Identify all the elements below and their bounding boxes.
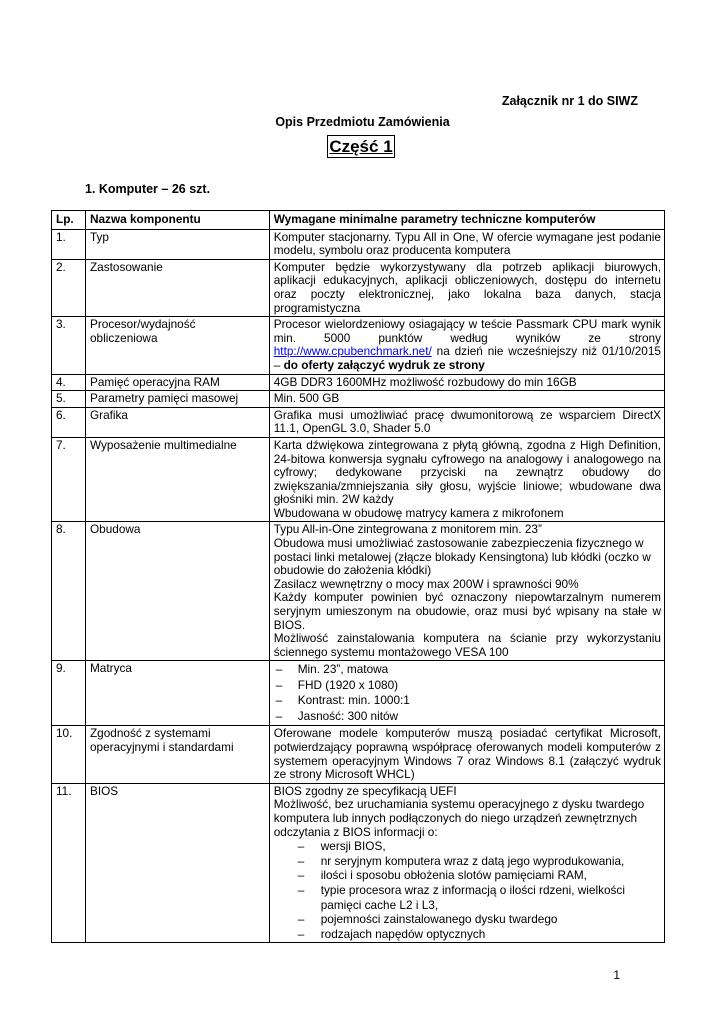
row-requirements: Min. 500 GB: [269, 391, 664, 408]
case-line: Możliwość zainstalowania komputera na ścianie przy wykorzystaniu ściennego systemu montażowego VESA 100: [273, 631, 661, 659]
table-row: [52, 391, 665, 408]
case-line: Obudowa musi umożliwiać zastosowanie zabezpieczenia fizycznego w postaci linki metalowej (złącze blokady Kensingtona) lub kłódki (oczko w obudowie do założenia kłódki): [273, 536, 651, 578]
row-component: BIOS: [85, 783, 269, 943]
row-lp: 9.: [52, 661, 86, 726]
table-row: [52, 783, 665, 943]
cpu-requirement-date: na dzień nie wcześniejszy niż 01/10/2015 –: [273, 344, 661, 372]
row-component: Pamięć operacyjna RAM: [85, 374, 269, 391]
row-requirements: Komputer stacjonarny. Typu All in One, W ofercie wymagane jest podanie modelu, symbolu oraz producenta komputera: [269, 229, 664, 259]
list-item: – FHD (1920 x 1080): [274, 678, 661, 694]
row-lp: 5.: [52, 391, 86, 408]
row-requirements: Komputer będzie wykorzystywany dla potrzeb aplikacji biurowych, aplikacji edukacyjnych, aplikacji obliczeniowych, dostępu do internetu oraz poczty elektronicznej, jako lokalna baza danych, stacja programistyczna: [269, 259, 664, 316]
bios-info-line: Możliwość, bez uruchamiania systemu operacyjnego z dysku twardego komputera lub innych podłączonych do niego urządzeń zewnętrznych odczytania z BIOS informacji o:: [273, 797, 645, 839]
page-number: 1: [613, 968, 620, 982]
row-component: Matryca: [85, 661, 269, 726]
row-lp: 3.: [52, 317, 86, 374]
list-item: – Kontrast: min. 1000:1: [274, 693, 661, 709]
part-title: Część 1: [327, 135, 395, 158]
table-row: [52, 726, 665, 783]
table-row: [52, 522, 665, 661]
list-item: – Jasność: 300 nitów: [274, 709, 661, 725]
row-component: Obudowa: [85, 522, 269, 661]
bios-info-list: [274, 839, 661, 941]
table-row: [52, 661, 665, 726]
row-lp: 11.: [52, 783, 86, 943]
spec-table: [51, 210, 665, 943]
row-requirements: 4GB DDR3 1600MHz możliwość rozbudowy do min 16GB: [269, 374, 664, 391]
table-row: [52, 407, 665, 437]
row-lp: 10.: [52, 726, 86, 783]
header-requirements: Wymagane minimalne parametry techniczne komputerów: [269, 211, 664, 230]
display-spec-list: [274, 662, 661, 724]
row-component: Typ: [85, 229, 269, 259]
table-row: [52, 374, 665, 391]
header-component: Nazwa komponentu: [85, 211, 269, 230]
camera-requirement: Wbudowana w obudowę matrycy kamera z mikrofonem: [273, 505, 564, 520]
row-component: Grafika: [85, 407, 269, 437]
row-requirements: [269, 317, 664, 374]
header-lp: Lp.: [52, 211, 86, 230]
row-requirements: [269, 783, 664, 943]
case-line: Każdy komputer powinien być oznaczony niepowtarzalnym numerem seryjnym umieszonym na obudowie, oraz musi być wpisany na stałe w BIOS.: [273, 590, 661, 632]
table-row: [52, 229, 665, 259]
row-component: Parametry pamięci masowej: [85, 391, 269, 408]
row-lp: 6.: [52, 407, 86, 437]
case-line: Typu All-in-One zintegrowana z monitorem min. 23”: [273, 522, 542, 537]
row-component: Procesor/wydajność obliczeniowa: [85, 317, 269, 374]
row-lp: 1.: [52, 229, 86, 259]
annex-label: Załącznik nr 1 do SIWZ: [501, 94, 638, 108]
table-row: [52, 437, 665, 522]
row-requirements: [269, 522, 664, 661]
list-item: – Min. 23”, matowa: [274, 662, 661, 678]
row-lp: 8.: [52, 522, 86, 661]
table-header-row: [52, 211, 665, 230]
cpu-requirement-note: do oferty załączyć wydruk ze strony: [283, 357, 485, 372]
case-line: Zasilacz wewnętrzny o mocy max 200W i sprawności 90%: [273, 576, 579, 591]
cpubenchmark-link[interactable]: http://www.cpubenchmark.net/: [273, 344, 432, 359]
row-requirements: Oferowane modele komputerów muszą posiadać certyfikat Microsoft, potwierdzający poprawną współpracę oferowanych modeli komputerów z systemem operacyjnym Windows 7 oraz Windows 8.1 (załączyć wydruk ze strony Microsoft WHCL): [269, 726, 664, 783]
row-lp: 2.: [52, 259, 86, 316]
list-item: – nr seryjnym komputera wraz z datą jego wyprodukowania,: [274, 854, 661, 869]
cpu-requirement-text: Procesor wielordzeniowy osiagający w teście Passmark CPU mark wynik min. 5000 punktów według wyników ze strony: [273, 317, 661, 345]
row-lp: 4.: [52, 374, 86, 391]
row-lp: 7.: [52, 437, 86, 522]
table-row: [52, 259, 665, 316]
audio-requirement: Karta dźwiękowa zintegrowana z płytą główną, zgodna z High Definition, 24-bitowa konwersja sygnału cyfrowego na analogowy i analogowego na cyfrowy; dedykowane przyciski na zewnątrz obudowy do zwiększania/zmniejszania siły głosu, wyjście liniowe; wbudowane dwa głośniki min. 2W każdy: [273, 437, 661, 507]
row-component: Zgodność z systemami operacyjnymi i standardami: [85, 726, 269, 783]
bios-uefi-line: BIOS zgodny ze specyfikacją UEFI: [273, 783, 457, 798]
list-item: – ilości i sposobu obłożenia slotów pamięciami RAM,: [274, 868, 661, 883]
list-item: – typie procesora wraz z informacją o ilości rdzeni, wielkości pamięci cache L2 i L3,: [274, 883, 661, 912]
table-row: [52, 317, 665, 374]
list-item: – wersji BIOS,: [274, 839, 661, 854]
row-requirements: [269, 437, 664, 522]
row-component: Zastosowanie: [85, 259, 269, 316]
row-requirements: [269, 661, 664, 726]
section-title: 1. Komputer – 26 szt.: [85, 182, 211, 196]
list-item: – rodzajach napędów optycznych: [274, 927, 661, 942]
row-requirements: Grafika musi umożliwiać pracę dwumonitorową ze wsparciem DirectX 11.1, OpenGL 3.0, Shader 5.0: [269, 407, 664, 437]
row-component: Wyposażenie multimedialne: [85, 437, 269, 522]
document-subject: Opis Przedmiotu Zamówienia: [275, 115, 450, 129]
list-item: – pojemności zainstalowanego dysku twardego: [274, 912, 661, 927]
